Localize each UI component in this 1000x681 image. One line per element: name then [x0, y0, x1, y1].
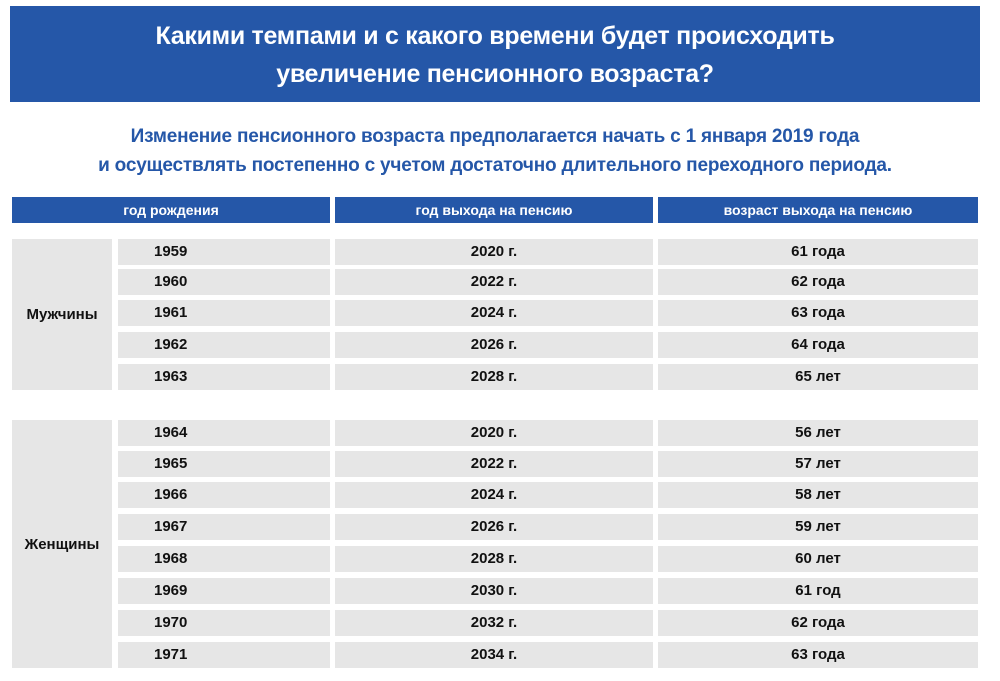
table-row-birth-year: 1962	[118, 332, 330, 358]
table-row-exit-age: 63 года	[658, 642, 978, 668]
table-row-exit-age: 61 года	[658, 239, 978, 265]
table-row-exit-age: 61 год	[658, 578, 978, 604]
table-row-exit-age: 58 лет	[658, 482, 978, 508]
header-exit-year: год выхода на пенсию	[335, 197, 653, 223]
table-row-exit-year: 2020 г.	[335, 420, 653, 446]
table-row-exit-age: 62 года	[658, 610, 978, 636]
table-row-exit-year: 2034 г.	[335, 642, 653, 668]
table-row-exit-age: 64 года	[658, 332, 978, 358]
title-line-1: Какими темпами и с какого времени будет происходить	[155, 22, 835, 50]
subtitle-line-1: Изменение пенсионного возраста предполагается начать с 1 января 2019 года	[130, 126, 860, 147]
table-row-exit-year: 2032 г.	[335, 610, 653, 636]
table-row-birth-year: 1959	[118, 239, 330, 265]
table-row-exit-age: 59 лет	[658, 514, 978, 540]
group-label-women: Женщины	[12, 420, 112, 668]
table-row-exit-year: 2022 г.	[335, 269, 653, 295]
table-row-birth-year: 1963	[118, 364, 330, 390]
table-row-birth-year: 1961	[118, 300, 330, 326]
table-row-exit-age: 65 лет	[658, 364, 978, 390]
table-row-birth-year: 1965	[118, 451, 330, 477]
table-row-exit-age: 56 лет	[658, 420, 978, 446]
table-row-birth-year: 1964	[118, 420, 330, 446]
table-row-exit-year: 2022 г.	[335, 451, 653, 477]
table-row-exit-year: 2024 г.	[335, 300, 653, 326]
table-row-exit-year: 2028 г.	[335, 546, 653, 572]
subtitle	[10, 122, 980, 180]
title-banner	[10, 6, 980, 102]
table-row-exit-year: 2030 г.	[335, 578, 653, 604]
group-label-men: Мужчины	[12, 239, 112, 390]
table-row-exit-age: 62 года	[658, 269, 978, 295]
table-row-exit-year: 2026 г.	[335, 332, 653, 358]
table-row-exit-age: 63 года	[658, 300, 978, 326]
table-row-birth-year: 1967	[118, 514, 330, 540]
table-row-exit-year: 2028 г.	[335, 364, 653, 390]
title-line-2: увеличение пенсионного возраста?	[276, 60, 714, 88]
table-row-birth-year: 1969	[118, 578, 330, 604]
table-row-exit-year: 2020 г.	[335, 239, 653, 265]
header-birth-year: год рождения	[12, 197, 330, 223]
header-exit-age: возраст выхода на пенсию	[658, 197, 978, 223]
table-row-birth-year: 1966	[118, 482, 330, 508]
table-row-exit-age: 57 лет	[658, 451, 978, 477]
table-row-exit-year: 2024 г.	[335, 482, 653, 508]
subtitle-line-2: и осуществлять постепенно с учетом достаточно длительного переходного периода.	[98, 155, 892, 176]
table-row-birth-year: 1960	[118, 269, 330, 295]
table-row-birth-year: 1970	[118, 610, 330, 636]
table-row-exit-year: 2026 г.	[335, 514, 653, 540]
table-row-exit-age: 60 лет	[658, 546, 978, 572]
table-row-birth-year: 1971	[118, 642, 330, 668]
table-row-birth-year: 1968	[118, 546, 330, 572]
